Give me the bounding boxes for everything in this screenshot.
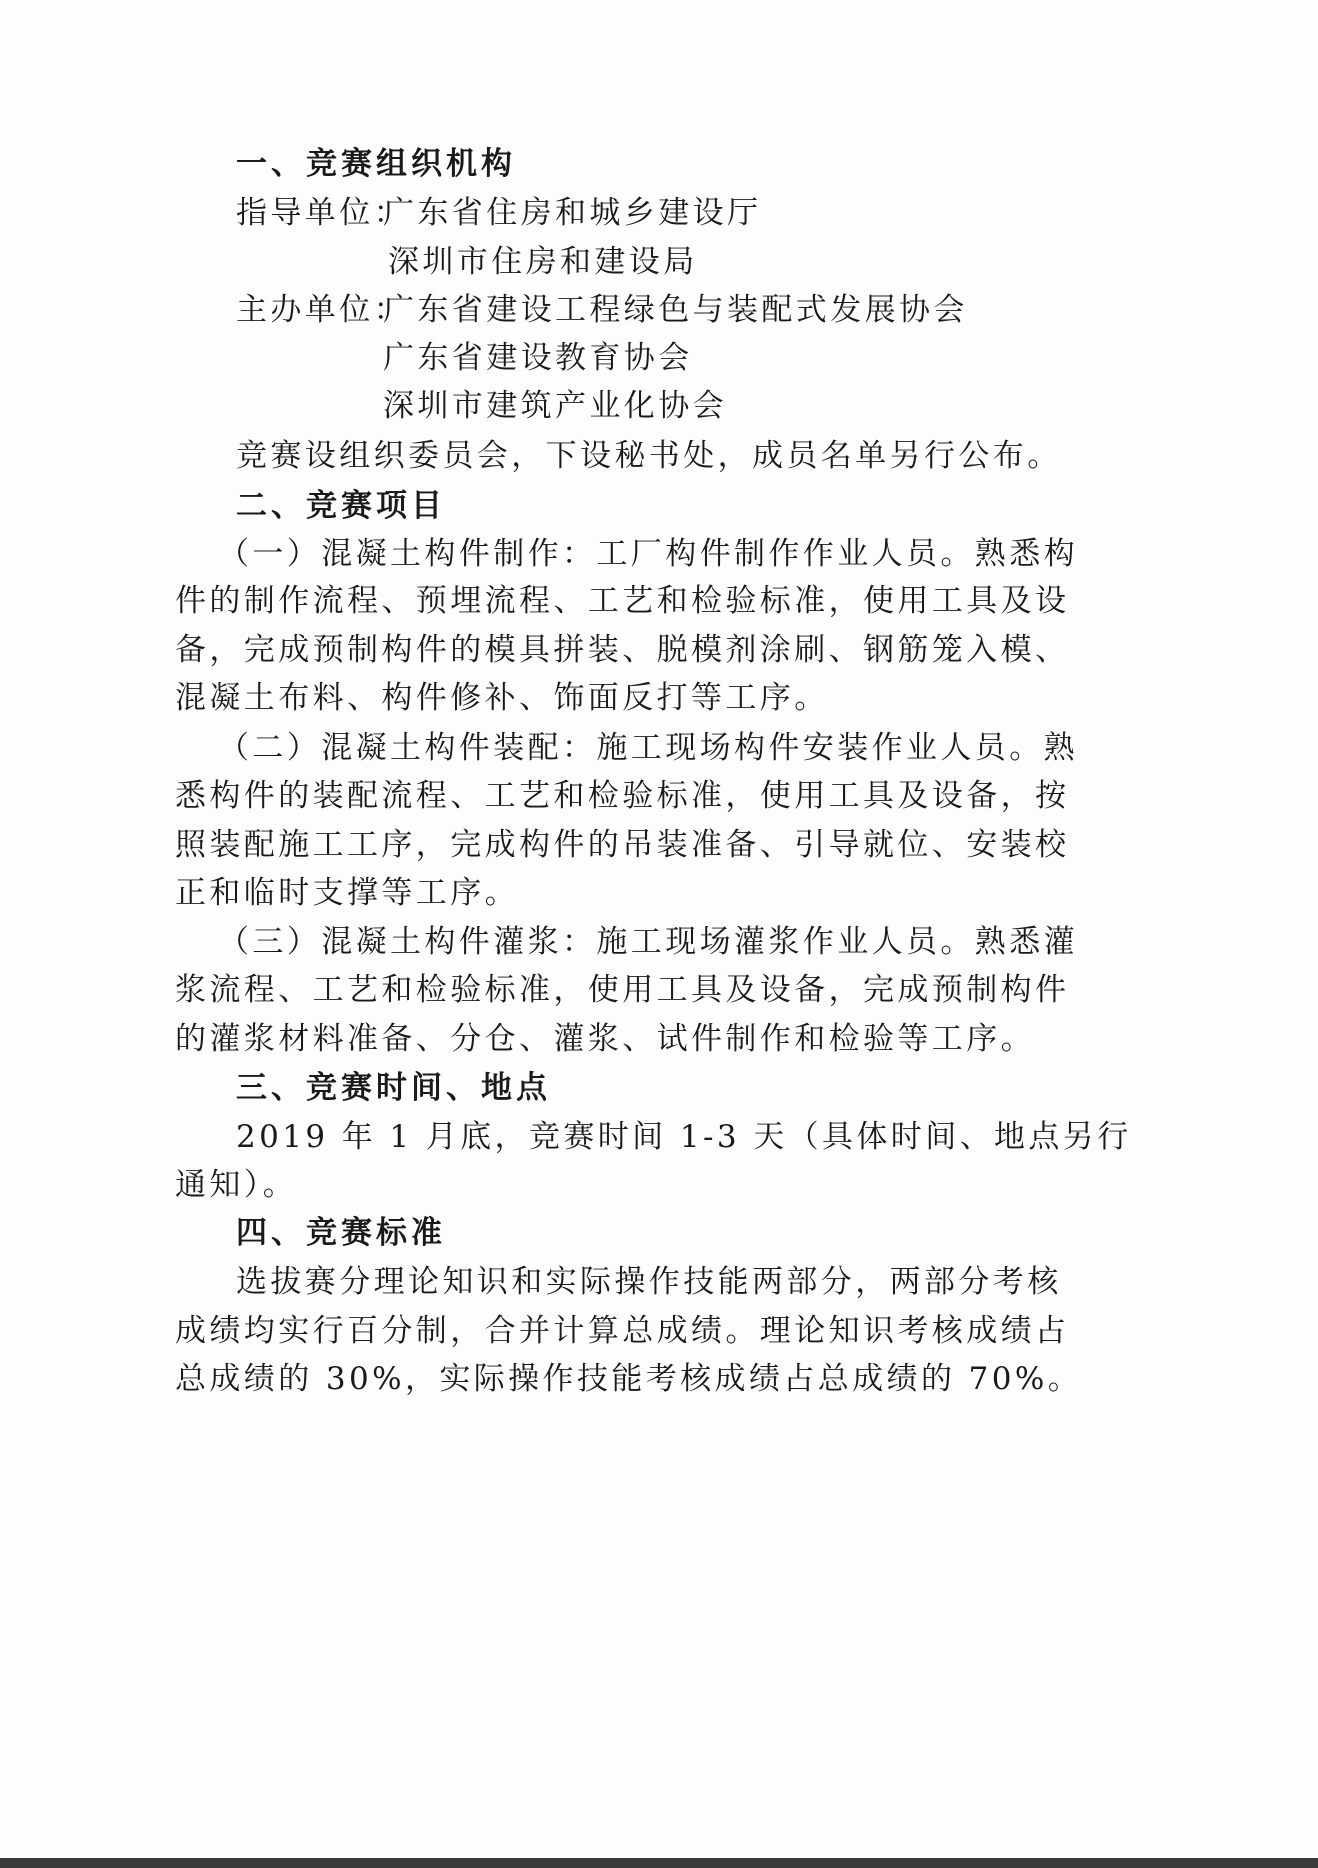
item-3-line-1: （三）混凝土构件灌浆：施工现场灌浆作业人员。熟悉灌 (218, 924, 1078, 960)
host-unit-label: 主办单位： (236, 292, 408, 328)
standard-line-2: 成绩均实行百分制，合并计算总成绩。理论知识考核成绩占 (175, 1313, 1070, 1349)
guide-unit-1: 广东省住房和城乡建设厅 (383, 195, 762, 231)
standard-line-1: 选拔赛分理论知识和实际操作技能两部分，两部分考核 (236, 1264, 1062, 1300)
committee-note: 竞赛设组织委员会，下设秘书处，成员名单另行公布。 (236, 438, 1062, 474)
item-2-line-3: 照装配施工工序，完成构件的吊装准备、引导就位、安装校 (175, 827, 1070, 863)
item-2-line-4: 正和临时支撑等工序。 (175, 875, 519, 911)
scan-bottom-edge (0, 1858, 1318, 1868)
item-1-line-4: 混凝土布料、构件修补、饰面反打等工序。 (175, 680, 829, 716)
host-unit-2: 广东省建设教育协会 (383, 340, 693, 376)
item-3-line-3: 的灌浆材料准备、分仓、灌浆、试件制作和检验等工序。 (175, 1021, 1035, 1057)
section-3-heading: 三、竞赛时间、地点 (236, 1070, 551, 1106)
standard-line-3: 总成绩的 30%，实际操作技能考核成绩占总成绩的 70%。 (175, 1361, 1083, 1397)
guide-unit-2: 深圳市住房和建设局 (388, 244, 698, 280)
item-1-line-1: （一）混凝土构件制作：工厂构件制作作业人员。熟悉构 (218, 536, 1078, 572)
host-unit-1: 广东省建设工程绿色与装配式发展协会 (383, 292, 968, 328)
guide-unit-label: 指导单位： (236, 195, 408, 231)
section-2-heading: 二、竞赛项目 (236, 488, 446, 524)
item-2-line-1: （二）混凝土构件装配：施工现场构件安装作业人员。熟 (218, 730, 1078, 766)
section-4-heading: 四、竞赛标准 (236, 1215, 446, 1251)
item-3-line-2: 浆流程、工艺和检验标准，使用工具及设备，完成预制构件 (175, 972, 1070, 1008)
schedule-line-2: 通知）。 (175, 1167, 298, 1203)
schedule-line-1: 2019 年 1 月底，竞赛时间 1-3 天（具体时间、地点另行 (236, 1119, 1132, 1155)
host-unit-3: 深圳市建筑产业化协会 (383, 388, 727, 424)
item-1-line-2: 件的制作流程、预埋流程、工艺和检验标准，使用工具及设 (175, 583, 1070, 619)
item-2-line-2: 悉构件的装配流程、工艺和检验标准，使用工具及设备，按 (175, 778, 1070, 814)
item-1-line-3: 备，完成预制构件的模具拼装、脱模剂涂刷、钢筋笼入模、 (175, 632, 1070, 668)
section-1-heading: 一、竞赛组织机构 (236, 146, 516, 182)
